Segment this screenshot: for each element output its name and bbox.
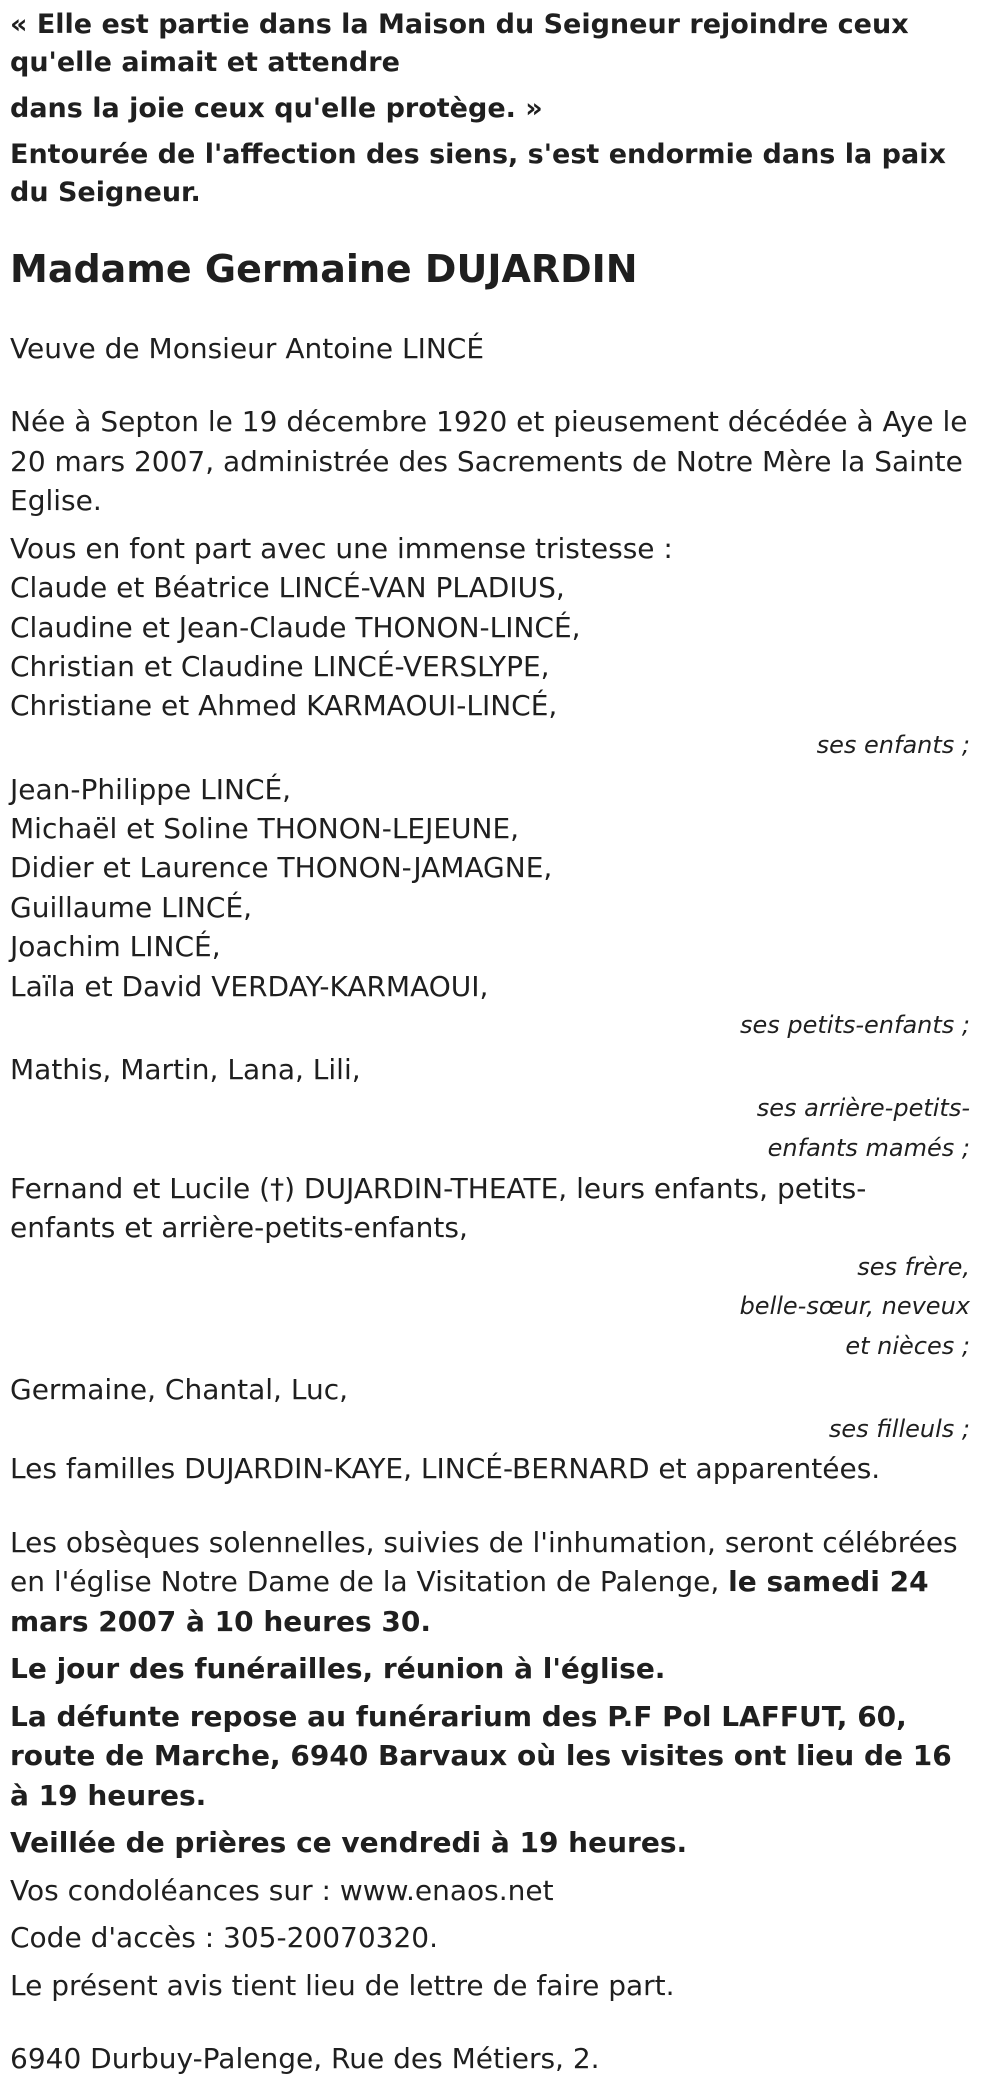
deceased-name: Madame Germaine DUJARDIN [10, 247, 638, 292]
list-item: Michaël et Soline THONON-LEJEUNE, [10, 811, 520, 845]
godchildren-label: ses filleuls ; [828, 1414, 970, 1443]
funeral-date: le samedi 24 mars 2007 à 10 heures 30. [10, 1565, 929, 1638]
children-list [10, 568, 970, 726]
list-item: Christian et Claudine LINCÉ-VERSLYPE, [10, 649, 550, 683]
siblings-label-2: belle-sœur, neveux [739, 1292, 970, 1321]
quote-line-3: Entourée de l'affection des siens, s'est endormie dans la paix du Seigneur. [10, 139, 946, 209]
opening-quote [10, 6, 970, 212]
address-line: 6940 Durbuy-Palenge, Rue des Métiers, 2. [10, 2041, 600, 2075]
list-item: Claudine et Jean-Claude THONON-LINCÉ, [10, 610, 581, 644]
birth-death-line: Née à Septon le 19 décembre 1920 et pieusement décédée à Aye le 20 mars 2007, administrée des Sacrements de Notre Mère la Sainte Eglise. [10, 405, 968, 518]
meeting-line: Le jour des funérailles, réunion à l'église. [10, 1652, 666, 1686]
list-item: Claude et Béatrice LINCÉ-VAN PLADIUS, [10, 571, 565, 605]
great-grandchildren-line: Mathis, Martin, Lana, Lili, [10, 1052, 361, 1086]
siblings-label-3: et nièces ; [845, 1331, 970, 1360]
grandchildren-list [10, 770, 970, 1007]
access-code-line: Code d'accès : 305-20070320. [10, 1921, 439, 1955]
vigil-line: Veillée de prières ce vendredi à 19 heures. [10, 1826, 688, 1860]
funeral-paragraph [10, 1523, 970, 1641]
list-item: Laïla et David VERDAY-KARMAOUI, [10, 969, 489, 1003]
list-item: Jean-Philippe LINCÉ, [10, 772, 292, 806]
siblings-label-1: ses frère, [857, 1252, 970, 1281]
quote-line-2: dans la joie ceux qu'elle protège. » [10, 93, 543, 125]
children-label: ses enfants ; [816, 730, 970, 759]
grandchildren-label: ses petits-enfants ; [739, 1011, 970, 1040]
siblings-line: Fernand et Lucile (†) DUJARDIN-THEATE, leurs enfants, petits-enfants et arrière-petits-enfants, [10, 1171, 867, 1245]
notice-line: Le présent avis tient lieu de lettre de faire part. [10, 1968, 675, 2002]
families-line: Les familles DUJARDIN-KAYE, LINCÉ-BERNARD et apparentées. [10, 1452, 881, 1486]
godchildren-line: Germaine, Chantal, Luc, [10, 1373, 348, 1407]
list-item: Christiane et Ahmed KARMAOUI-LINCÉ, [10, 689, 558, 723]
rest-line: La défunte repose au funérarium des P.F Pol LAFFUT, 60, route de Marche, 6940 Barvaux où les visites ont lieu de 16 à 19 heures. [10, 1699, 952, 1812]
list-item: Joachim LINCÉ, [10, 930, 221, 964]
great-grandchildren-label-1: ses arrière-petits- [756, 1094, 970, 1123]
list-item: Didier et Laurence THONON-JAMAGNE, [10, 851, 553, 885]
funeral-text: Les obsèques solennelles, suivies de l'inhumation, seront célébrées en l'église Notre Dame de la Visitation de Palenge, [10, 1525, 958, 1599]
condolences-line: Vos condoléances sur : www.enaos.net [10, 1873, 554, 1907]
intro-line: Vous en font part avec une immense tristesse : [10, 531, 673, 565]
list-item: Guillaume LINCÉ, [10, 890, 253, 924]
quote-line-1: « Elle est partie dans la Maison du Seigneur rejoindre ceux qu'elle aimait et attendre [10, 9, 909, 79]
widow-line: Veuve de Monsieur Antoine LINCÉ [10, 331, 485, 365]
great-grandchildren-label-2: enfants mamés ; [767, 1133, 970, 1162]
